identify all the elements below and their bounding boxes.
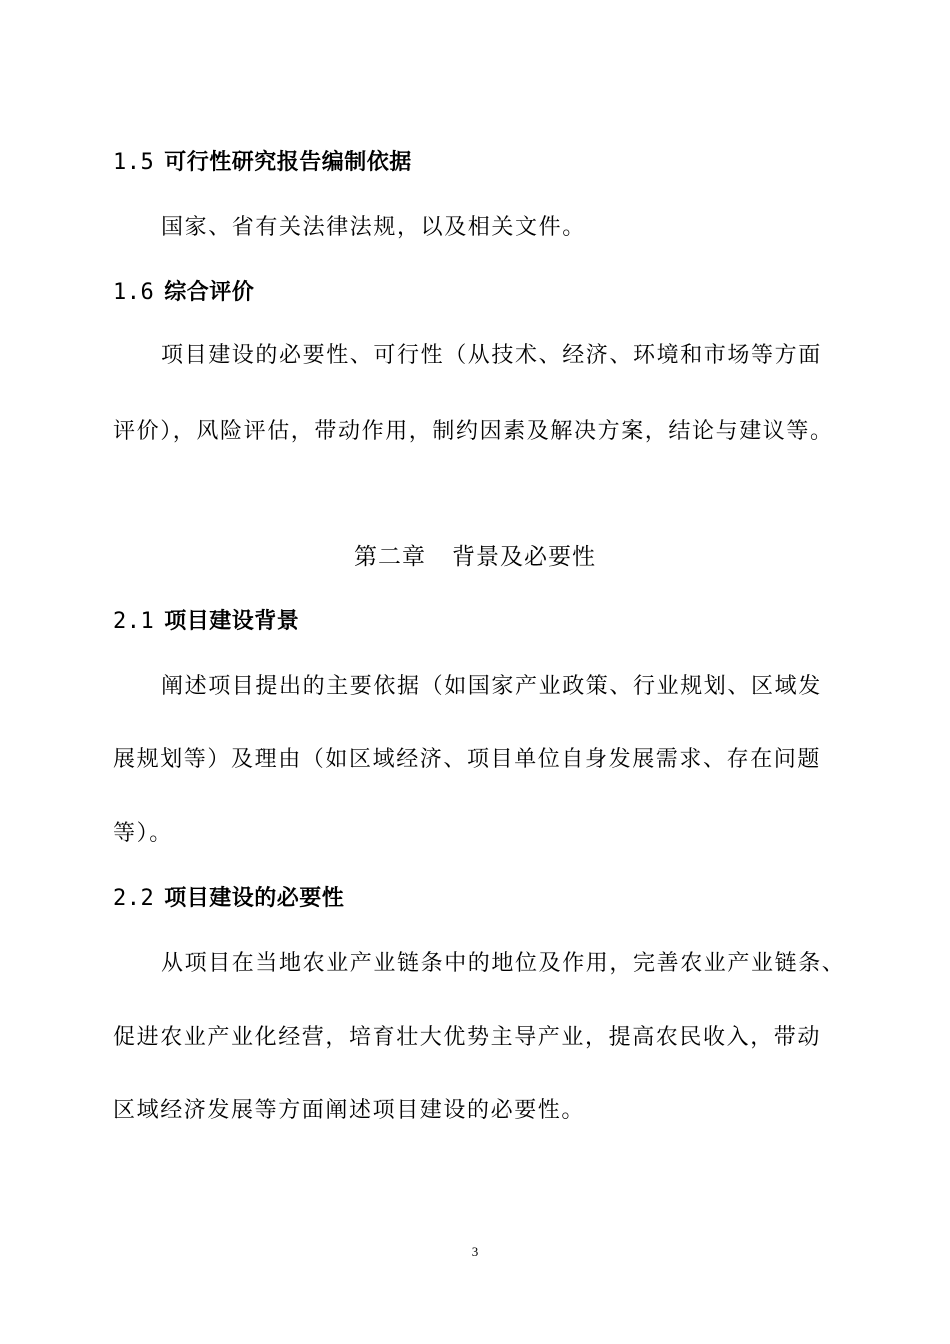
chapter-heading [0, 542, 950, 572]
chapter-title: 背景及必要性 [452, 544, 596, 570]
paragraph-line: 区域经济发展等方面阐述项目建设的必要性。 [113, 1098, 586, 1123]
page-number: 3 [471, 1244, 479, 1259]
section-number: 2.1 [113, 609, 155, 634]
section-2-1-heading [113, 607, 848, 637]
paragraph-line: 评价），风险评估，带动作用，制约因素及解决方案，结论与建议等。 [113, 419, 834, 444]
chapter-label: 第二章 [354, 544, 426, 570]
section-1-6-heading [113, 278, 848, 308]
section-1-5-heading [113, 148, 848, 178]
paragraph-line: 促进农业产业化经营，培育壮大优势主导产业，提高农民收入，带动 [113, 1025, 822, 1050]
section-number: 1.5 [113, 150, 155, 175]
section-title: 可行性研究报告编制依据 [164, 150, 412, 175]
section-2-2-heading [113, 884, 848, 914]
section-title: 项目建设的必要性 [164, 886, 345, 911]
paragraph-line: 展规划等）及理由（如区域经济、项目单位自身发展需求、存在问题 [113, 747, 822, 772]
paragraph-line: 等）。 [113, 821, 173, 846]
paragraph-line: 从项目在当地农业产业链条中的地位及作用，完善农业产业链条、 [161, 951, 846, 976]
section-title: 项目建设背景 [164, 609, 300, 634]
section-number: 1.6 [113, 280, 155, 305]
paragraph-line: 国家、省有关法律法规，以及相关文件。 [161, 215, 586, 240]
paragraph-line: 项目建设的必要性、可行性（从技术、经济、环境和市场等方面 [161, 343, 822, 368]
section-title: 综合评价 [164, 280, 255, 305]
section-number: 2.2 [113, 886, 155, 911]
paragraph-line: 阐述项目提出的主要依据（如国家产业政策、行业规划、区域发 [161, 674, 822, 699]
